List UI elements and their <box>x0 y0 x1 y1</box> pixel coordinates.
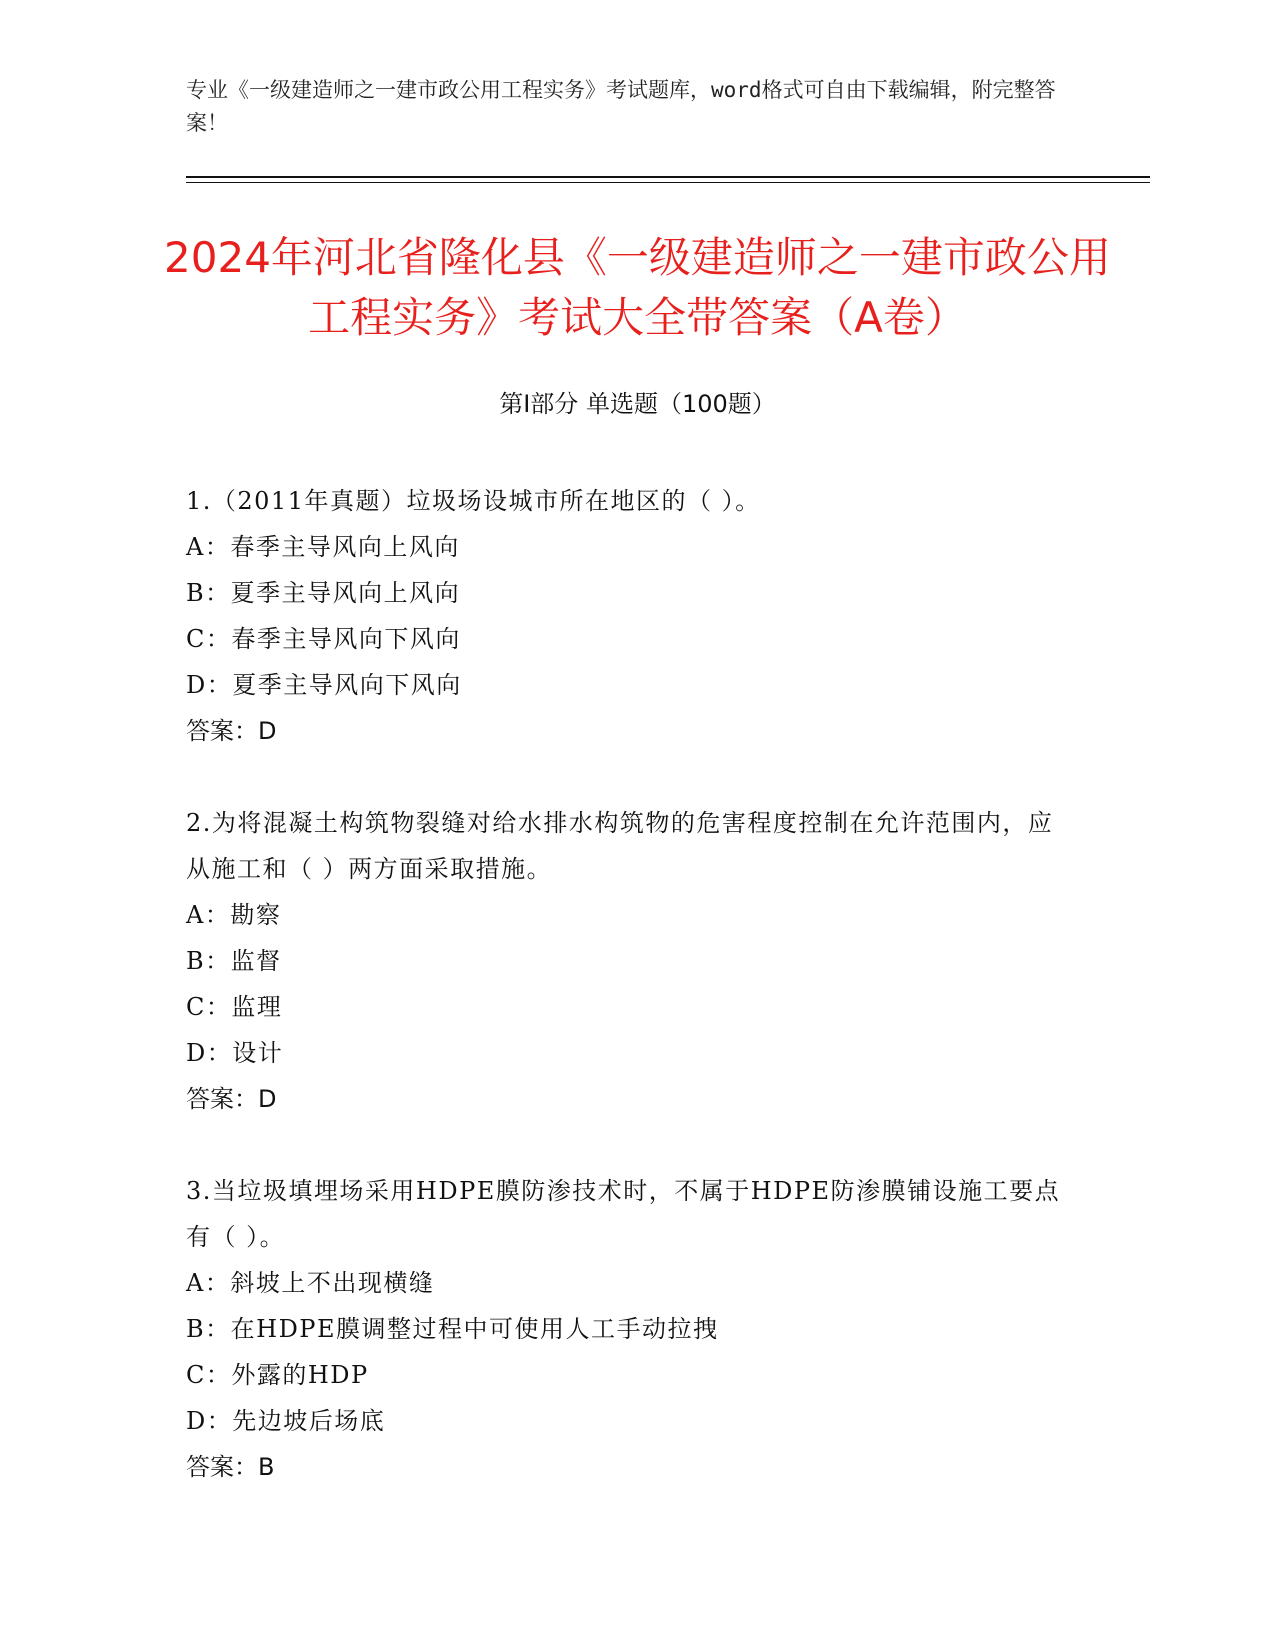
option-c: C：春季主导风向下风向 <box>186 625 461 653</box>
option-d: D：夏季主导风向下风向 <box>186 671 462 699</box>
option-a: A：春季主导风向上风向 <box>186 533 460 561</box>
option-c: C：外露的HDP <box>186 1361 369 1389</box>
answer: 答案：D <box>186 717 277 745</box>
option-d: D：先边坡后场底 <box>186 1407 386 1435</box>
answer: 答案：D <box>186 1085 277 1113</box>
question-list <box>186 478 1066 1536</box>
question-3 <box>186 1168 1066 1490</box>
option-d: D：设计 <box>186 1039 284 1067</box>
option-b: B：夏季主导风向上风向 <box>186 579 461 607</box>
header-note: 专业《一级建造师之一建市政公用工程实务》考试题库，word格式可自由下载编辑，附完整答案！ <box>186 78 1056 135</box>
header-divider-thin <box>186 182 1150 183</box>
header-divider-thick <box>186 176 1150 178</box>
question-stem: 3.当垃圾填埋场采用HDPE膜防渗技术时，不属于HDPE防渗膜铺设施工要点有（ ）。 <box>186 1177 1061 1251</box>
document-title: 2024年河北省隆化县《一级建造师之一建市政公用工程实务》考试大全带答案（A卷） <box>164 233 1111 342</box>
option-b: B：在HDPE膜调整过程中可使用人工手动拉拽 <box>186 1315 719 1343</box>
option-c: C：监理 <box>186 993 283 1021</box>
option-a: A：斜坡上不出现横缝 <box>186 1269 435 1297</box>
option-b: B：监督 <box>186 947 282 975</box>
answer: 答案：B <box>186 1453 275 1481</box>
option-a: A：勘察 <box>186 901 282 929</box>
question-stem: 2.为将混凝土构筑物裂缝对给水排水构筑物的危害程度控制在允许范围内，应从施工和（ ）两方面采取措施。 <box>186 809 1054 883</box>
question-stem: 1.（2011年真题）垃圾场设城市所在地区的（ ）。 <box>186 487 761 515</box>
section-title: 第Ⅰ部分 单选题（100题） <box>499 390 776 418</box>
question-1 <box>186 478 1066 754</box>
question-2 <box>186 800 1066 1122</box>
